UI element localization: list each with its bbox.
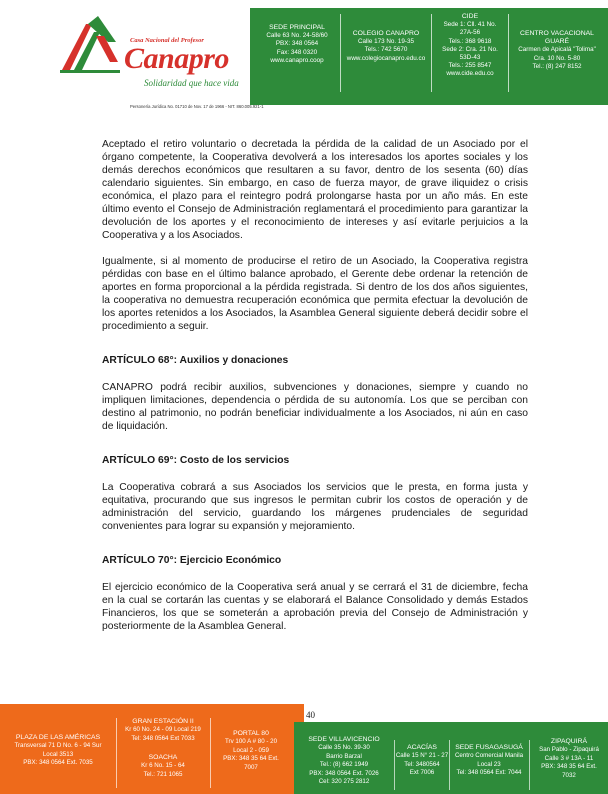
office-line: 7007	[244, 763, 258, 771]
paragraph: Aceptado el retiro voluntario o decretada la pérdida de la calidad de un Asociado por el órgano competente, la Cooperativa devolverá a los interesados los aportes sociales y los demás derechos económicos que resultaren a su favor, dentro de los sesenta (60) días calendario siguientes. Sin embargo, en caso de fuerza mayor, de grave iliquidez o crisis económica, el plazo para el reintegro podrá prolongarse hasta por un año más. En este último evento el Consejo de Administración reglamentará el procedimiento para garantizar la devolución de los aportes y el reconocimiento de intereses y así evitarle perjuicios a la Cooperativa y a los Asociados.	[102, 139, 528, 241]
article-heading: ARTÍCULO 68°: Auxilios y donaciones	[102, 355, 289, 366]
office-line: Tel.: (8) 247 8152	[532, 62, 582, 70]
office-title: CIDE	[461, 13, 479, 20]
office-line: PBX: 348 0564 Ext. 7035	[23, 759, 93, 767]
office-line: Tel: 348 0564 Ext 7033	[131, 734, 195, 742]
office-acacias	[395, 744, 449, 778]
letterhead	[0, 0, 608, 109]
office-line: Local 23	[477, 760, 501, 768]
office-line: Local 3513	[42, 750, 74, 758]
logo-name: Canapro	[124, 42, 229, 75]
office-title: GRAN ESTACIÓN II	[132, 718, 194, 725]
office-sede-principal	[256, 24, 338, 65]
office-soacha	[117, 754, 209, 779]
office-line: Ext 7006	[409, 769, 435, 777]
office-plaza-americas	[2, 734, 114, 768]
office-line: 27A-56	[459, 29, 481, 37]
office-line: 53D-43	[459, 54, 481, 62]
office-line: PBX: 348 35 64 Ext.	[223, 755, 279, 763]
office-title: SOACHA	[148, 754, 178, 761]
office-line: www.cide.edu.co	[446, 70, 494, 78]
office-gran-estacion	[117, 718, 209, 743]
office-line: PBX: 348 0564	[275, 40, 319, 48]
office-line: Calle 3 # 13A - 11	[544, 754, 594, 762]
office-line: PBX: 348 0564 Ext. 7026	[309, 769, 379, 777]
legal-registration: Personería Jurídica No. 01710 de Nov. 17 de 1966 - NIT. 860.005.921-1	[130, 104, 264, 109]
article-heading: ARTÍCULO 70°: Ejercicio Económico	[102, 555, 282, 566]
office-villavicencio	[294, 736, 394, 786]
office-fusagasuga	[450, 744, 528, 778]
office-line: Tel.: (8) 662 1949	[319, 761, 369, 769]
office-line: www.colegiocanapro.edu.co	[346, 54, 426, 62]
office-line: Tels.: 255 8547	[448, 62, 492, 70]
canapro-logo	[58, 14, 264, 109]
office-line: Local 2 - 059	[233, 746, 269, 754]
office-title: COLEGIO CANAPRO	[352, 30, 420, 37]
office-title: ZIPAQUIRÁ	[550, 738, 588, 745]
office-line: Kr 6 No. 15 - 64	[141, 762, 185, 770]
logo-mark-icon	[58, 16, 122, 74]
office-line: Carmen de Apicalá "Tolima"	[518, 46, 596, 54]
office-title: SEDE VILLAVICENCIO	[308, 736, 380, 743]
office-line: Cra. 10 No. 5-80	[533, 54, 581, 62]
paragraph: Igualmente, si al momento de producirse el retiro de un Asociado, la Cooperativa registra pérdidas con base en el último balance aprobado, el Gerente debe ordenar la retención de aportes en forma proporcional a la pérdida registrada. Si dentro de los dos años siguientes, la cooperativa no demuestra recuperación económica que permita efectuar la devolución de los aportes retenidos a los Asociados, la Asamblea General siguiente deberá decidir sobre el procedimiento a seguir.	[102, 256, 528, 332]
office-line: Tels.: 742 5670	[364, 46, 408, 54]
office-line: 7032	[562, 771, 576, 779]
office-line: www.canapro.coop	[270, 56, 324, 64]
office-title: ACACÍAS	[407, 744, 437, 751]
office-title: CENTRO VACACIONAL GUARÉ	[520, 30, 594, 46]
office-title: SEDE PRINCIPAL	[269, 24, 325, 31]
office-title: PLAZA DE LAS AMÉRICAS	[15, 734, 101, 741]
office-line: Calle 35 No. 39-30	[318, 744, 370, 752]
office-line: Calle 15 N° 21 - 27	[395, 752, 449, 760]
page-number: 40	[306, 710, 315, 720]
office-line: Calle 63 No. 24-58/60	[266, 32, 328, 40]
office-line: Tel: 348 0564 Ext: 7044	[456, 769, 522, 777]
office-line: Cel: 320 275 2812	[318, 778, 370, 786]
office-line: Centro Comercial Manila	[454, 752, 524, 760]
office-line: Tel.: 721 1065	[143, 770, 183, 778]
office-line: San Pablo - Zipaquirá	[539, 746, 599, 754]
office-zipaquira	[530, 738, 608, 780]
office-line: Fax: 348 0320	[276, 48, 318, 56]
office-line: Tel: 3480564	[404, 760, 440, 768]
office-line: Barrio Barzal	[326, 752, 362, 760]
logo-subtitle: Casa Nacional del Profesor	[130, 37, 204, 44]
office-portal-80	[211, 730, 291, 772]
office-line: Trv 100 A # 80 - 20	[224, 738, 278, 746]
office-line: Sede 1: Cll. 41 No.	[443, 21, 497, 29]
office-line: Sede 2: Cra. 21 No.	[442, 45, 498, 53]
office-line: Transversal 71 D No. 6 - 94 Sur	[14, 742, 102, 750]
paragraph: La Cooperativa cobrará a sus Asociados los servicios que le presta, en forma justa y equitativa, procurando que sus ingresos le permitan cubrir los costos de operación y de administración del servicio, guardando los márgenes prudenciales de seguridad convenientes para lograr su expansión y mejoramiento.	[102, 482, 528, 532]
office-title: SEDE FUSAGASUGÁ	[455, 744, 523, 751]
logo-slogan: Solidaridad que hace vida	[144, 78, 239, 88]
office-line: Calle 173 No. 19-35	[357, 38, 414, 46]
office-centro-vacacional	[509, 30, 605, 71]
paragraph: CANAPRO podrá recibir auxilios, subvenciones y donaciones, siempre y cuando no impliquen limitaciones, dependencia o pérdida de su autonomía. Los que se perciban con destino al patrimonio, no podrán beneficiar individualmente a los Asociados, ni aún en caso de liquidación.	[102, 382, 528, 432]
paragraph: El ejercicio económico de la Cooperativa será anual y se cerrará el 31 de diciembre, fecha en la cual se cortarán las cuentas y se elaborará el Balance Consolidado y demás Estados Financieros, los que se someterán a aprobación previa del Consejo de Administración y posteriormente de la Asamblea General.	[102, 582, 528, 632]
office-colegio-canapro	[341, 30, 431, 63]
office-title: PORTAL 80	[233, 730, 269, 737]
office-line: Tels.: 368 9618	[448, 37, 492, 45]
office-line: PBX: 348 35 64 Ext.	[541, 763, 597, 771]
office-cide	[432, 13, 508, 79]
article-heading: ARTÍCULO 69°: Costo de los servicios	[102, 455, 290, 466]
office-line: Kr 60 No. 24 - 09 Local 219	[125, 726, 201, 734]
document-body	[102, 138, 528, 646]
